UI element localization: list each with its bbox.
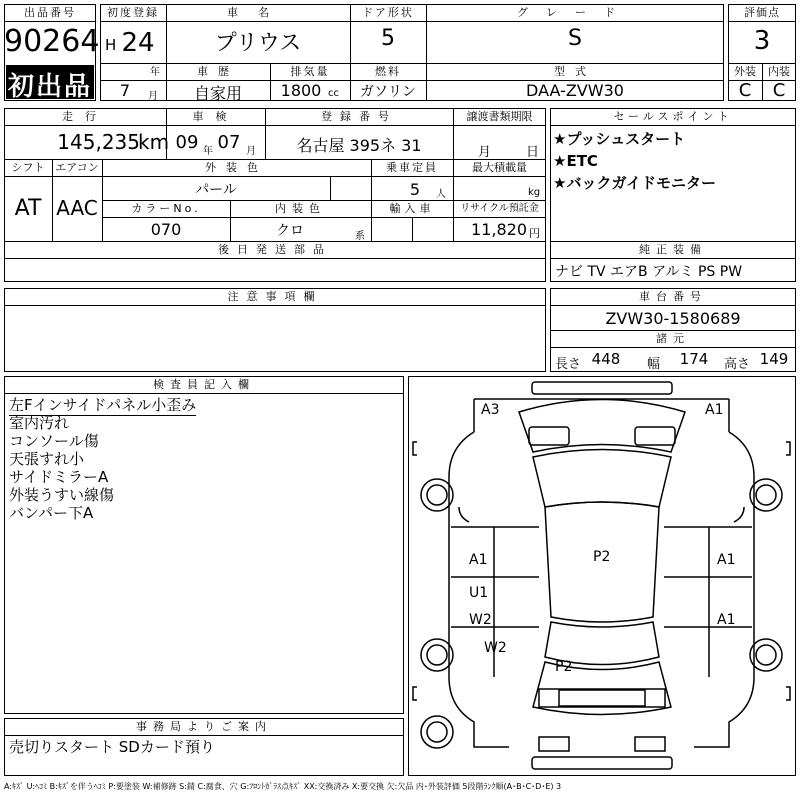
shift-label: シフト: [11, 161, 45, 174]
color-no-label: カラーNo.: [131, 202, 201, 215]
recycle-unit: 円: [529, 227, 540, 240]
era-label: H: [105, 36, 117, 54]
inspector-line-5: サイドミラーA: [9, 468, 109, 486]
notes-label: 注意事項欄: [227, 290, 323, 303]
length-label: 長さ: [555, 357, 582, 372]
width-value: 174: [679, 350, 709, 368]
mark-left-front-door: A1: [469, 552, 488, 568]
month-unit: 月: [148, 91, 158, 102]
inspector-line-3: コンソール傷: [9, 432, 99, 450]
mark-front-right: A1: [705, 402, 724, 418]
front-bumper: [532, 382, 672, 394]
fuel-value: ガソリン: [360, 84, 416, 100]
length-value: 448: [591, 350, 621, 368]
inspection-month-unit: 月: [246, 146, 256, 157]
legend-text: A:ｷｽﾞ U:ﾍｺﾐ B:ｷｽﾞを伴うﾍｺﾐ P:要塗装 W:補修跡 S:錆 C:腐食、穴 G:ﾌﾛﾝﾄｶﾞﾗｽ点ｷｽﾞ XX:交換済み X:要交換 欠:欠品 内･外装評価 5段階ﾗﾝｸ順(A･B･C･D･E) 3: [4, 782, 562, 791]
mark-right-front-door: A1: [717, 552, 736, 568]
reg-year: 24: [121, 28, 155, 58]
plate-value: 名古屋 395ネ 31: [296, 136, 422, 155]
inspector-line-4: 天張すれ小: [9, 450, 85, 468]
first-listing-label: 初出品: [7, 72, 92, 102]
chassis-label: 車台番号: [639, 290, 707, 303]
inspection-year: 09: [175, 132, 199, 153]
mark-left-rear-fender: W2: [484, 640, 507, 656]
office-label: 事務局よりご案内: [136, 720, 272, 733]
int-color-value: クロ: [276, 223, 304, 239]
history-value: 自家用: [193, 84, 242, 103]
rating-label: 評価点: [744, 6, 780, 19]
equipment-items: ナビ TV エアB アルミ PS PW: [555, 264, 743, 280]
sales-point-1: ★プッシュスタート: [553, 130, 686, 148]
mark-left-rear-door: W2: [469, 612, 492, 628]
front-left-wheel: [421, 479, 453, 511]
mileage-value: 145,235: [57, 130, 140, 154]
displacement-value: 1800: [280, 81, 322, 100]
int-color-unit: 系: [355, 231, 365, 242]
capacity-label: 乗車定員: [386, 161, 438, 174]
recycle-label: リサイクル預託金: [460, 203, 539, 214]
right-body: [694, 432, 754, 747]
ac-value: AAC: [56, 196, 98, 220]
mileage-label: 走行: [62, 110, 108, 123]
mark-rear-deck: P2: [555, 659, 573, 675]
mark-roof: P2: [593, 549, 611, 565]
inspector-line-1: 左Fインサイドパネル小歪み: [9, 396, 197, 414]
mark-front-left: A3: [481, 402, 500, 418]
inspector-line-2: 室内汚れ: [9, 414, 70, 432]
transfer-label: 譲渡書類期限: [466, 110, 533, 123]
dimensions-label: 諸元: [656, 332, 690, 345]
color-value: パール: [195, 182, 237, 198]
displacement-unit: cc: [328, 88, 339, 99]
rear-bumper: [532, 757, 672, 769]
door-value: 5: [381, 26, 395, 51]
rear-right-wheel: [750, 639, 782, 671]
door-label: ドア形状: [362, 6, 414, 19]
inspection-label: 車検: [192, 110, 239, 123]
transfer-day: 日: [526, 145, 540, 160]
model-label: 型式: [554, 65, 596, 78]
car-name: プリウス: [214, 31, 302, 56]
interior-grade: C: [772, 80, 786, 101]
grade-label: グレード: [517, 6, 633, 19]
spare-wheel: [421, 716, 453, 748]
displacement-label: 排気量: [290, 65, 330, 78]
inspector-line-6: 外装うすい線傷: [9, 486, 115, 504]
capacity-value: 5: [409, 180, 421, 199]
first-reg-label: 初度登録: [107, 6, 159, 19]
load-unit: kg: [528, 187, 541, 198]
sales-points-label: セールスポイント: [613, 110, 733, 123]
load-label: 最大積載量: [472, 161, 527, 174]
history-label: 車歴: [197, 65, 239, 78]
color-label: 外装色: [205, 161, 268, 174]
plate-label: 登録番号: [321, 110, 397, 123]
year-unit: 年: [150, 67, 160, 78]
inspection-month: 07: [217, 132, 241, 153]
windshield: [533, 450, 671, 508]
model-value: DAA-ZVW30: [526, 81, 624, 100]
office-text: 売切りスタート SDカード預り: [9, 738, 215, 756]
recycle-value: 11,820: [471, 220, 527, 239]
mark-right-rear-door: A1: [717, 612, 736, 628]
height-value: 149: [759, 350, 789, 368]
import-label: 輸入車: [389, 202, 435, 215]
fuel-label: 燃料: [375, 65, 401, 78]
interior-label: 内装: [768, 65, 790, 78]
equipment-label: 純正装備: [639, 243, 707, 256]
exterior-label: 外装: [734, 65, 756, 78]
hood: [519, 400, 685, 453]
sales-point-3: ★バックガイドモニター: [553, 174, 716, 192]
capacity-unit: 人: [436, 189, 446, 200]
grade-value: S: [568, 26, 582, 51]
front-right-wheel: [750, 479, 782, 511]
inspector-line-7: バンパー下A: [9, 504, 94, 522]
chassis-number: ZVW30-1580689: [605, 309, 741, 328]
rear-left-wheel: [421, 639, 453, 671]
car-diagram: [408, 376, 796, 776]
width-label: 幅: [647, 357, 661, 372]
rating-value: 3: [753, 26, 771, 56]
lot-number: 90264: [4, 24, 100, 59]
mark-left-pillar: U1: [469, 585, 489, 601]
exterior-grade: C: [738, 80, 752, 101]
shift-value: AT: [14, 196, 42, 221]
int-color-label: 内装色: [275, 202, 326, 215]
later-parts-label: 後日発送部品: [218, 243, 332, 256]
reg-month: 7: [119, 81, 131, 100]
inspector-label: 検査員記入欄: [153, 378, 255, 391]
car-name-label: 車名: [227, 6, 289, 19]
mileage-unit: km: [138, 130, 170, 154]
transfer-month: 月: [478, 145, 492, 160]
ac-label: エアコン: [55, 161, 99, 174]
color-no-value: 070: [150, 220, 182, 239]
lot-label: 出品番号: [24, 6, 76, 19]
sales-point-2: ★ETC: [553, 152, 598, 170]
inspection-year-unit: 年: [203, 146, 213, 157]
height-label: 高さ: [724, 357, 751, 372]
